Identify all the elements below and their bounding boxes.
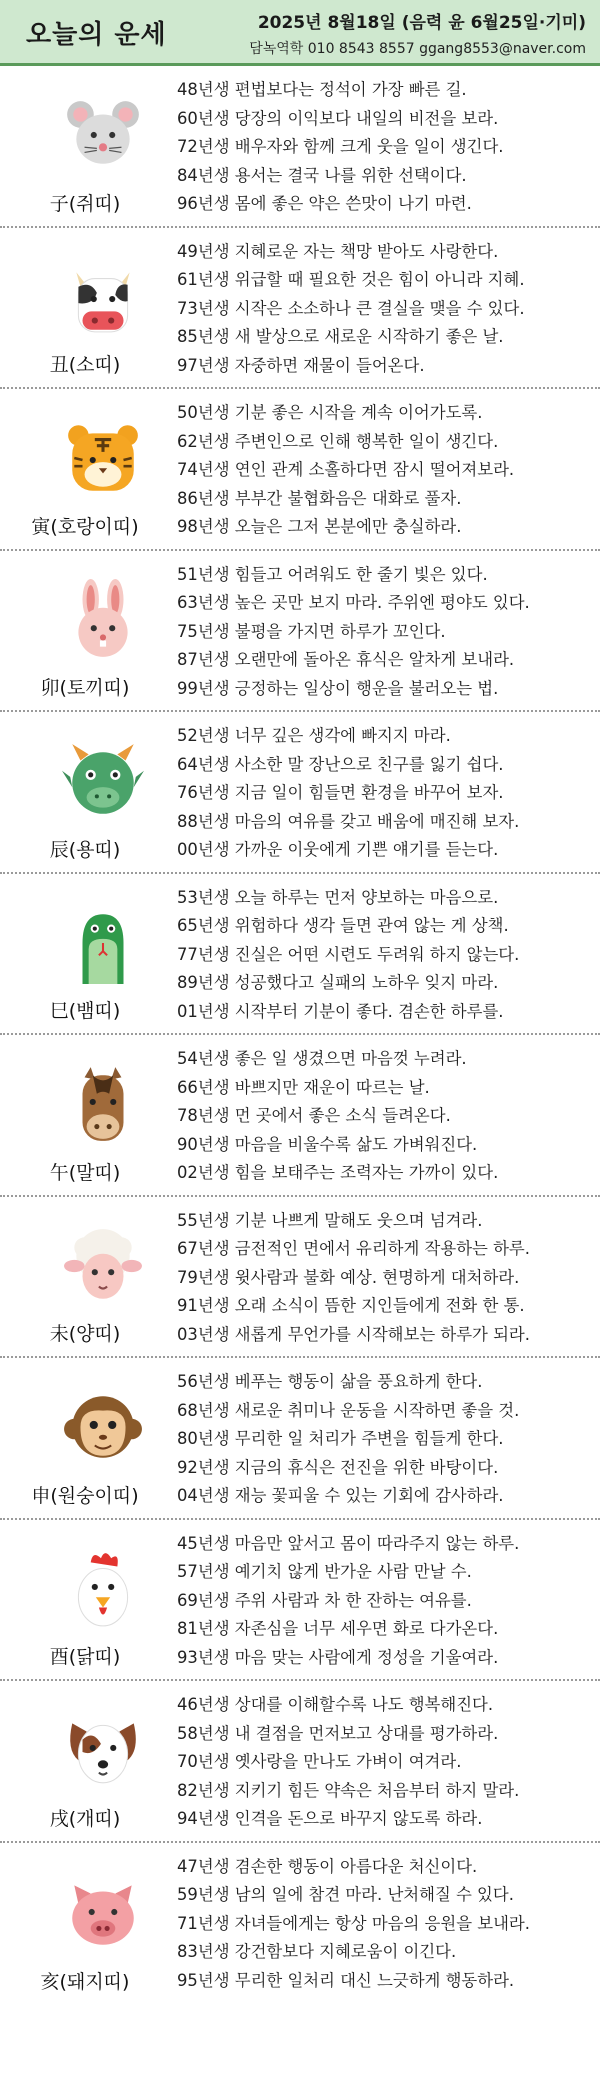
fortune-line: 79년생 윗사람과 불화 예상. 현명하게 대처하라. — [177, 1267, 520, 1287]
fortune-line: 51년생 힘들고 어려워도 한 줄기 빛은 있다. — [177, 564, 488, 584]
zodiac-row — [0, 551, 600, 713]
fortune-line: 45년생 마음만 앞서고 몸이 따라주지 않는 하루. — [177, 1533, 520, 1553]
fortune-line: 81년생 자존심을 너무 세우면 화로 다가온다. — [177, 1619, 499, 1638]
fortune-line: 59년생 남의 일에 참견 마라. 난처해질 수 있다. — [177, 1885, 514, 1904]
ox-icon — [62, 256, 144, 338]
fortune-line: 78년생 먼 곳에서 좋은 소식 들려온다. — [177, 1106, 451, 1125]
zodiac-animal — [0, 874, 170, 1034]
fortune-line: 49년생 지혜로운 자는 책망 받아도 사랑한다. — [177, 241, 499, 261]
fortune-lines — [177, 1530, 597, 1673]
fortune-line: 98년생 오늘은 그저 본분에만 충실하라. — [177, 517, 462, 536]
zodiac-label: 未(양띠) — [49, 1323, 121, 1345]
zodiac-animal — [0, 228, 170, 388]
fortune-line: 58년생 내 결점을 먼저보고 상대를 평가하라. — [177, 1723, 499, 1743]
fortune-line: 67년생 금전적인 면에서 유리하게 작용하는 하루. — [177, 1239, 530, 1258]
fortune-line: 84년생 용서는 결국 나를 위한 선택이다. — [177, 165, 467, 185]
zodiac-row — [0, 1843, 600, 2005]
header — [0, 0, 600, 66]
fortune-line: 91년생 오래 소식이 뜸한 지인들에게 전화 한 통. — [177, 1296, 525, 1315]
zodiac-animal — [0, 1681, 170, 1841]
fortune-line: 72년생 배우자와 함께 크게 웃을 일이 생긴다. — [177, 137, 504, 156]
fortune-line: 68년생 새로운 취미나 운동을 시작하면 좋을 것. — [177, 1400, 520, 1420]
fortune-line: 96년생 몸에 좋은 약은 쓴맛이 나기 마련. — [177, 194, 472, 213]
fortune-line: 63년생 높은 곳만 보지 마라. 주위엔 평야도 있다. — [177, 593, 530, 612]
dragon-icon — [62, 740, 144, 822]
fortune-line: 56년생 베푸는 행동이 삶을 풍요하게 한다. — [177, 1372, 483, 1391]
zodiac-row — [0, 874, 600, 1036]
fortune-line: 61년생 위급할 때 필요한 것은 힘이 아니라 지혜. — [177, 270, 525, 289]
fortune-line: 75년생 불평을 가지면 하루가 꼬인다. — [177, 621, 446, 641]
zodiac-label: 午(말띠) — [49, 1161, 121, 1184]
rooster-icon — [62, 1548, 144, 1630]
zodiac-label: 巳(뱀띠) — [49, 1000, 121, 1022]
zodiac-label: 卯(토끼띠) — [40, 677, 130, 699]
fortune-line: 71년생 자녀들에게는 항상 마음의 응원을 보내라. — [177, 1913, 530, 1933]
fortune-lines — [177, 76, 597, 219]
fortune-line: 89년생 성공했다고 실패의 노하우 잊지 마라. — [177, 973, 499, 992]
zodiac-animal — [0, 712, 170, 872]
sheep-icon — [62, 1225, 144, 1307]
fortune-line: 70년생 옛사랑을 만나도 가벼이 여겨라. — [177, 1752, 462, 1771]
fortune-line: 53년생 오늘 하루는 먼저 양보하는 마음으로. — [177, 887, 499, 907]
fortune-line: 76년생 지금 일이 힘들면 환경을 바꾸어 보자. — [177, 783, 504, 802]
fortune-line: 00년생 가까운 이웃에게 기쁜 얘기를 듣는다. — [177, 840, 499, 859]
zodiac-label: 丑(소띠) — [49, 354, 121, 376]
fortune-line: 57년생 예기치 않게 반가운 사람 만날 수. — [177, 1562, 472, 1581]
fortune-line: 55년생 기분 나쁘게 말해도 웃으며 넘겨라. — [177, 1210, 483, 1230]
zodiac-label: 子(쥐띠) — [49, 192, 121, 215]
fortune-line: 69년생 주위 사람과 차 한 잔하는 여유를. — [177, 1590, 472, 1610]
fortune-line: 66년생 바쁘지만 재운이 따르는 날. — [177, 1077, 430, 1097]
fortune-line: 62년생 주변인으로 인해 행복한 일이 생긴다. — [177, 431, 499, 451]
fortune-lines — [177, 1368, 597, 1511]
zodiac-row — [0, 389, 600, 551]
fortune-line: 93년생 마음 맞는 사람에게 정성을 기울여라. — [177, 1647, 499, 1667]
zodiac-row — [0, 1520, 600, 1682]
monkey-icon — [62, 1386, 144, 1468]
fortune-line: 48년생 편법보다는 정석이 가장 빠른 길. — [177, 80, 467, 99]
fortune-line: 95년생 무리한 일처리 대신 느긋하게 행동하라. — [177, 1970, 515, 1990]
zodiac-label: 寅(호랑이띠) — [31, 515, 139, 538]
zodiac-animal — [0, 66, 170, 226]
zodiac-animal — [0, 1358, 170, 1518]
fortune-line: 74년생 연인 관계 소홀하다면 잠시 떨어져보라. — [177, 460, 515, 479]
fortune-line: 03년생 새롭게 무언가를 시작해보는 하루가 되라. — [177, 1324, 530, 1344]
zodiac-row — [0, 712, 600, 874]
fortune-lines — [177, 399, 597, 542]
fortune-line: 85년생 새 발상으로 새로운 시작하기 좋은 날. — [177, 327, 504, 346]
zodiac-label: 酉(닭띠) — [49, 1646, 121, 1668]
rat-icon — [62, 94, 144, 176]
date-text: 2025년 8월18일 (음력 윤 6월25일·기미) — [257, 13, 586, 33]
zodiac-animal — [0, 551, 170, 711]
fortune-line: 01년생 시작부터 기분이 좋다. 겸손한 하루를. — [177, 1001, 504, 1021]
fortune-line: 02년생 힘을 보태주는 조력자는 가까이 있다. — [177, 1163, 499, 1182]
tiger-icon — [62, 417, 144, 499]
fortune-line: 83년생 강건함보다 지혜로움이 이긴다. — [177, 1942, 457, 1961]
horse-icon — [62, 1063, 144, 1145]
fortune-line: 80년생 무리한 일 처리가 주변을 힘들게 한다. — [177, 1429, 504, 1448]
fortune-line: 87년생 오랜만에 돌아온 휴식은 알차게 보내라. — [177, 650, 515, 669]
zodiac-animal — [0, 1197, 170, 1357]
fortune-line: 50년생 기분 좋은 시작을 계속 이어가도록. — [177, 403, 483, 422]
fortune-line: 88년생 마음의 여유를 갖고 배움에 매진해 보자. — [177, 811, 520, 831]
zodiac-animal — [0, 389, 170, 549]
zodiac-list — [0, 66, 600, 2004]
zodiac-row — [0, 1035, 600, 1197]
fortune-line: 99년생 긍정하는 일상이 행운을 불러오는 법. — [177, 678, 499, 698]
fortune-lines — [177, 722, 597, 865]
pig-icon — [62, 1871, 144, 1953]
fortune-line: 52년생 너무 깊은 생각에 빠지지 마라. — [177, 726, 451, 745]
snake-icon — [62, 902, 144, 984]
fortune-line: 86년생 부부간 불협화음은 대화로 풀자. — [177, 488, 462, 508]
fortune-lines — [177, 1853, 597, 1996]
fortune-lines — [177, 238, 597, 381]
fortune-lines — [177, 1045, 597, 1188]
zodiac-animal — [0, 1520, 170, 1680]
fortune-lines — [177, 1691, 597, 1834]
zodiac-row — [0, 1681, 600, 1843]
zodiac-row — [0, 1358, 600, 1520]
fortune-lines — [177, 1207, 597, 1350]
zodiac-label: 戌(개띠) — [49, 1807, 121, 1830]
fortune-line: 94년생 인격을 돈으로 바꾸지 않도록 하라. — [177, 1809, 483, 1828]
fortune-line: 04년생 재능 꽃피울 수 있는 기회에 감사하라. — [177, 1486, 504, 1505]
contact-text: 담녹역학 010 8543 8557 ggang8553@naver.com — [249, 41, 586, 57]
fortune-lines — [177, 884, 597, 1027]
zodiac-animal — [0, 1843, 170, 2005]
fortune-line: 65년생 위험하다 생각 들면 관여 않는 게 상책. — [177, 916, 509, 935]
zodiac-label: 辰(용띠) — [49, 838, 121, 861]
dog-icon — [62, 1709, 144, 1791]
fortune-lines — [177, 561, 597, 704]
fortune-line: 77년생 진실은 어떤 시련도 두려워 하지 않는다. — [177, 944, 520, 964]
zodiac-row — [0, 66, 600, 228]
rabbit-icon — [62, 579, 144, 661]
fortune-line: 90년생 마음을 비울수록 삶도 가벼워진다. — [177, 1134, 478, 1154]
fortune-line: 92년생 지금의 휴식은 전진을 위한 바탕이다. — [177, 1457, 499, 1477]
page-title: 오늘의 운세 — [26, 20, 167, 50]
fortune-line: 73년생 시작은 소소하나 큰 결실을 맺을 수 있다. — [177, 298, 525, 318]
fortune-line: 47년생 겸손한 행동이 아름다운 처신이다. — [177, 1856, 478, 1876]
zodiac-row — [0, 228, 600, 390]
fortune-line: 82년생 지키기 힘든 약속은 처음부터 하지 말라. — [177, 1780, 520, 1800]
fortune-line: 97년생 자중하면 재물이 들어온다. — [177, 355, 425, 375]
zodiac-label: 申(원숭이띠) — [31, 1484, 139, 1507]
fortune-line: 64년생 사소한 말 장난으로 친구를 잃기 쉽다. — [177, 754, 504, 774]
fortune-line: 46년생 상대를 이해할수록 나도 행복해진다. — [177, 1695, 494, 1714]
zodiac-row — [0, 1197, 600, 1359]
fortune-line: 60년생 당장의 이익보다 내일의 비전을 보라. — [177, 108, 499, 128]
zodiac-label: 亥(돼지띠) — [40, 1971, 130, 1993]
zodiac-animal — [0, 1035, 170, 1195]
fortune-line: 54년생 좋은 일 생겼으면 마음껏 누려라. — [177, 1049, 467, 1068]
